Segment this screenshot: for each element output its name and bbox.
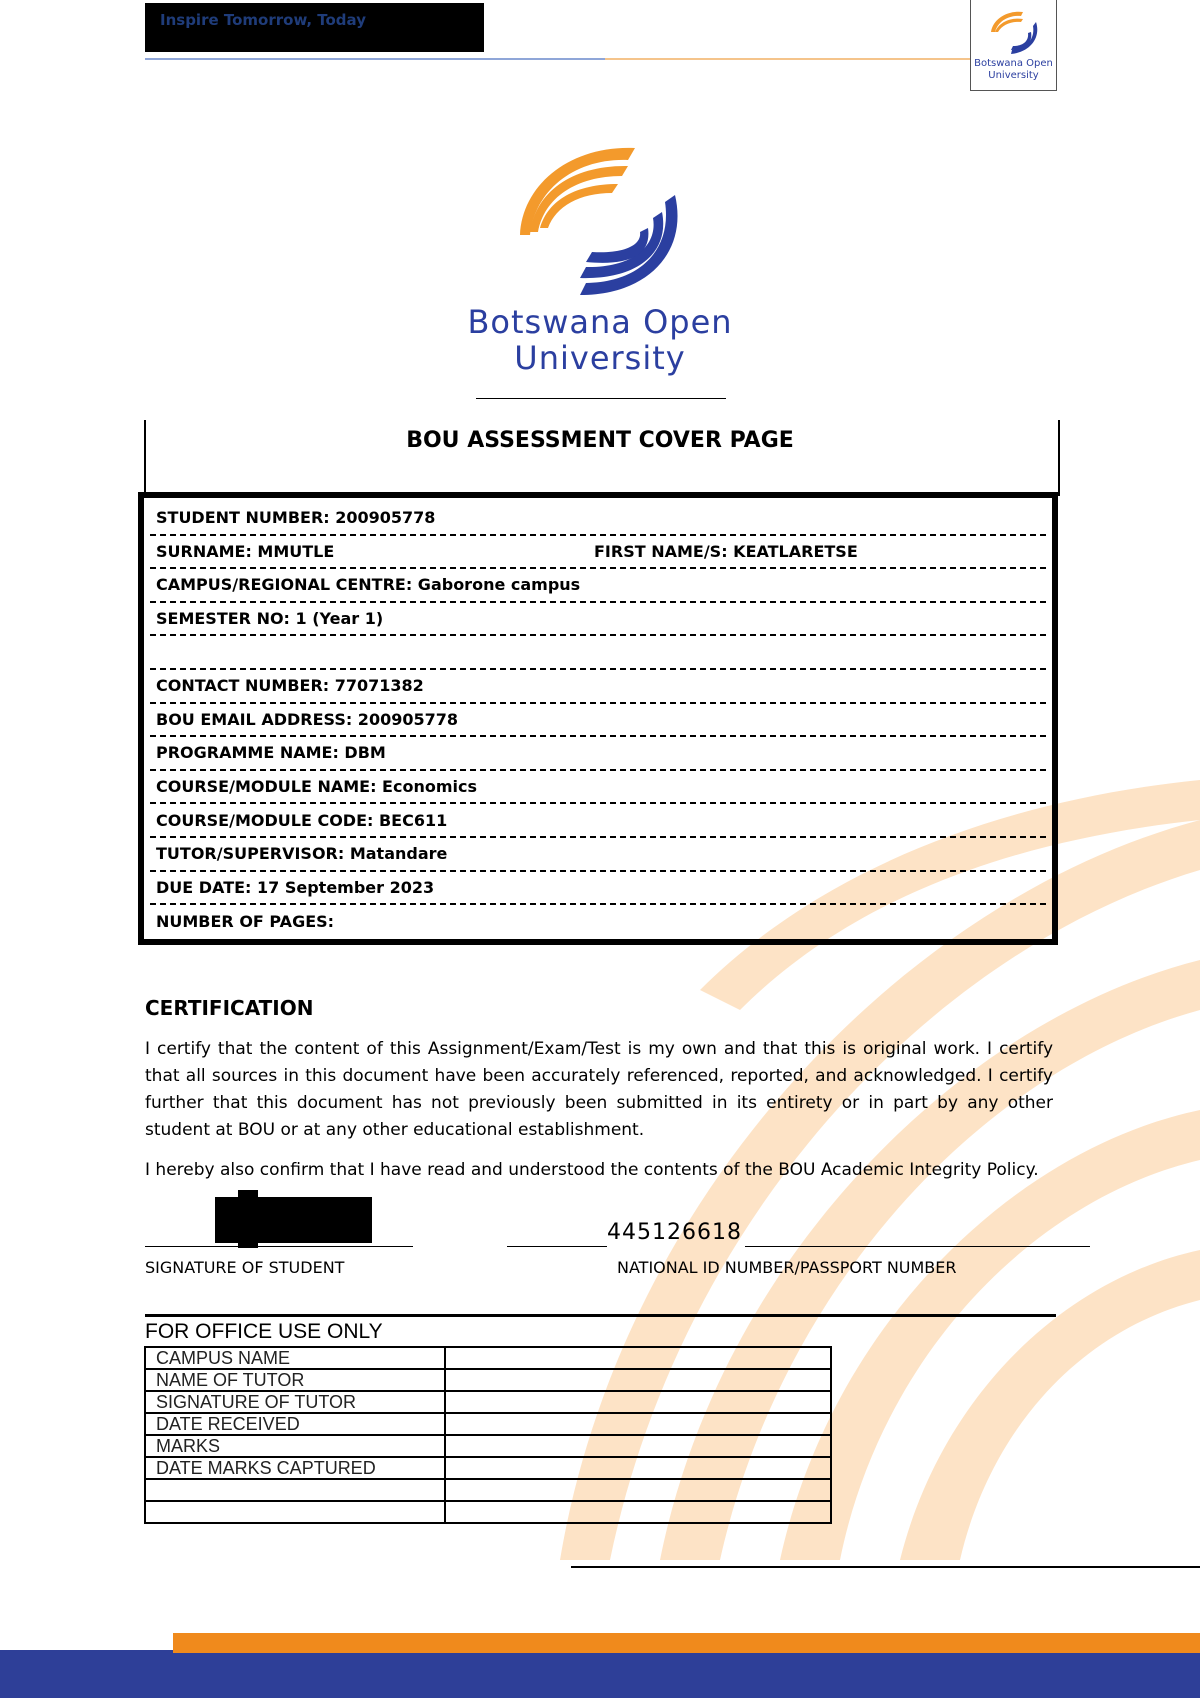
- office-label-cell: NAME OF TUTOR: [145, 1369, 445, 1391]
- university-logo-icon: [510, 140, 690, 300]
- table-row: [145, 1347, 831, 1369]
- office-label-cell: DATE MARKS CAPTURED: [145, 1457, 445, 1479]
- student-details-form: [138, 492, 1058, 945]
- form-row-student-number: [150, 502, 1046, 536]
- integrity-policy-paragraph: I hereby also confirm that I have read and understood the contents of the BOU Academic Integrity Policy.: [145, 1160, 1039, 1180]
- office-use-heading: FOR OFFICE USE ONLY: [145, 1320, 383, 1343]
- bottom-divider: [571, 1566, 1200, 1568]
- office-value-cell: [445, 1435, 831, 1457]
- signature-label: SIGNATURE OF STUDENT: [145, 1258, 345, 1277]
- certification-paragraph: I certify that the content of this Assignment/Exam/Test is my own and that this is original work. I certify that all sources in this document have been accurately referenced, reported, and acknowledged. I certify further that this document has not previously been submitted in its entirety or in part by any other student at BOU or at any other educational establishment.: [145, 1039, 1053, 1140]
- office-value-cell: [445, 1479, 831, 1501]
- form-row-email: [150, 704, 1046, 738]
- form-field-text: COURSE/MODULE NAME: Economics: [156, 777, 477, 797]
- form-row-blank: [150, 636, 1046, 670]
- form-field-text: DUE DATE: 17 September 2023: [156, 877, 435, 897]
- signature-redaction: [238, 1190, 258, 1248]
- table-row: [145, 1479, 831, 1501]
- id-number-line: [507, 1246, 607, 1247]
- office-value-cell: [445, 1501, 831, 1523]
- table-row: [145, 1457, 831, 1479]
- form-field-text: STUDENT NUMBER: 200905778: [156, 508, 436, 528]
- office-value-cell: [445, 1391, 831, 1413]
- form-field-text: CONTACT NUMBER: 77071382: [156, 676, 424, 696]
- form-row-due-date: [150, 872, 1046, 906]
- office-label-cell: CAMPUS NAME: [145, 1347, 445, 1369]
- form-row-contact-number: [150, 670, 1046, 704]
- office-value-cell: [445, 1347, 831, 1369]
- footer-blue-band: [0, 1653, 1200, 1698]
- office-label-cell: DATE RECEIVED: [145, 1413, 445, 1435]
- form-row-number-of-pages: [150, 905, 1046, 939]
- corner-logo: [970, 0, 1057, 91]
- office-section-rule: [145, 1314, 1056, 1317]
- corner-logo-text: Botswana Open University: [974, 58, 1053, 81]
- logo-name-line2: University: [514, 339, 686, 377]
- id-number-line: [745, 1246, 1090, 1247]
- form-field-text: COURSE/MODULE CODE: BEC611: [156, 810, 448, 830]
- university-logo-icon: [971, 2, 1056, 60]
- form-row-module-name: [150, 771, 1046, 805]
- form-row-campus: [150, 569, 1046, 603]
- header-divider-blue: [145, 58, 605, 60]
- form-field-text: NUMBER OF PAGES:: [156, 912, 335, 932]
- office-value-cell: [445, 1369, 831, 1391]
- form-field-text: CAMPUS/REGIONAL CENTRE: Gaborone campus: [156, 575, 581, 595]
- office-label-cell: MARKS: [145, 1435, 445, 1457]
- id-number-label: NATIONAL ID NUMBER/PASSPORT NUMBER: [617, 1258, 957, 1277]
- table-row: [145, 1391, 831, 1413]
- logo-name-line1: Botswana Open: [467, 303, 733, 341]
- office-label-cell: SIGNATURE OF TUTOR: [145, 1391, 445, 1413]
- id-number-value: 445126618: [607, 1220, 742, 1245]
- cover-title: BOU ASSESSMENT COVER PAGE: [406, 428, 794, 453]
- signature-line: [145, 1246, 413, 1247]
- form-field-text: PROGRAMME NAME: DBM: [156, 743, 386, 763]
- tagline-text: Inspire Tomorrow, Today: [160, 11, 366, 29]
- office-label-cell: [145, 1501, 445, 1523]
- office-use-table: [144, 1346, 832, 1524]
- certification-heading: CERTIFICATION: [145, 996, 314, 1020]
- header-divider-orange: [605, 58, 970, 60]
- form-field-text: BOU EMAIL ADDRESS: 200905778: [156, 709, 458, 729]
- table-row: [145, 1369, 831, 1391]
- office-label-cell: [145, 1479, 445, 1501]
- office-value-cell: [445, 1413, 831, 1435]
- table-row: [145, 1413, 831, 1435]
- form-field-text: SEMESTER NO: 1 (Year 1): [156, 609, 384, 629]
- form-row-surname: [150, 536, 1046, 570]
- table-row: [145, 1501, 831, 1523]
- form-field-text: TUTOR/SUPERVISOR: Matandare: [156, 844, 448, 864]
- form-row-semester: [150, 603, 1046, 637]
- logo-underline: [476, 398, 726, 399]
- footer-orange-band: [173, 1633, 1200, 1653]
- form-row-module-code: [150, 804, 1046, 838]
- form-field-first-name: FIRST NAME/S: KEATLARETSE: [594, 541, 858, 561]
- form-row-programme: [150, 737, 1046, 771]
- table-row: [145, 1435, 831, 1457]
- form-field-text: SURNAME: MMUTLE: [156, 541, 335, 561]
- office-value-cell: [445, 1457, 831, 1479]
- form-row-tutor: [150, 838, 1046, 872]
